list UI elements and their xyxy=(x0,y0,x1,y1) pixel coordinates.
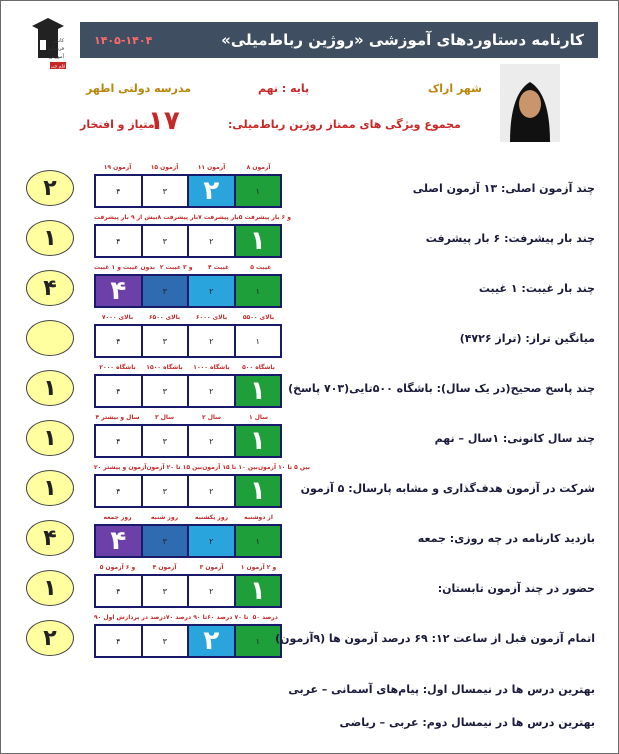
level-label: بالای ۶۵۰۰ xyxy=(148,314,181,321)
level-labels xyxy=(94,514,282,524)
level-labels xyxy=(94,364,282,374)
achievement-question: حضور در چند آزمون تابستان: xyxy=(437,582,595,595)
level-cells xyxy=(94,624,282,658)
level-cell: ۱ xyxy=(235,625,282,657)
level-cell: ۲ xyxy=(188,625,235,657)
level-labels xyxy=(94,614,282,624)
level-label: ۵۰ درصد xyxy=(252,614,278,621)
level-cell: ۴ xyxy=(95,575,142,607)
level-label: ۸ آزمون xyxy=(246,164,271,171)
level-label: ۸ بار پیشرفت xyxy=(157,214,199,221)
achievement-question: شرکت در آزمون هدف‌گذاری و مشابه پارسال: ۵ آزمون xyxy=(300,482,595,495)
level-labels xyxy=(94,414,282,424)
level-cell: ۱ xyxy=(235,375,282,407)
score-circle: ۴ xyxy=(26,520,74,556)
level-cell: ۲ xyxy=(188,225,235,257)
score-circle: ۴ xyxy=(26,270,74,306)
score-circle: ۱ xyxy=(26,370,74,406)
score-circle: ۱ xyxy=(26,420,74,456)
level-cell: ۴ xyxy=(95,475,142,507)
score-circle xyxy=(26,320,74,356)
score-circle: ۱ xyxy=(26,570,74,606)
level-label: روز یکشنبه xyxy=(194,514,229,521)
level-cell: ۲ xyxy=(188,575,235,607)
achievement-row xyxy=(0,514,619,564)
level-label: ۹۰ درصد در پردازش اول xyxy=(94,614,166,621)
level-cell: ۳ xyxy=(142,275,189,307)
level-cell: ۱ xyxy=(235,475,282,507)
level-label: ۱۹ آزمون xyxy=(103,164,132,171)
level-label: ۱ سال xyxy=(248,414,269,421)
level-label: باشگاه ۵۰۰ xyxy=(242,364,275,371)
kanoon-logo xyxy=(24,12,76,82)
level-cell: ۲ xyxy=(188,375,235,407)
level-label: ۳ سال xyxy=(154,414,175,421)
level-cell: ۴ xyxy=(95,525,142,557)
total-score: ۱۷ xyxy=(148,106,180,136)
level-labels xyxy=(94,214,292,224)
total-features-label: مجموع ویژگی های ممتاز روژین رباط‌میلی: xyxy=(228,118,461,131)
achievement-row xyxy=(0,214,619,264)
level-label: بالای ۶۰۰۰ xyxy=(195,314,228,321)
level-label: ۴ غیبت xyxy=(207,264,230,271)
achievement-row xyxy=(0,314,619,364)
svg-text:آموزش: آموزش xyxy=(48,54,64,60)
level-label: روز شنبه xyxy=(150,514,179,521)
level-labels xyxy=(94,264,282,274)
level-label: بین ۵ تا ۱۰ آزمون xyxy=(257,464,311,471)
student-photo xyxy=(500,64,560,142)
title-bar xyxy=(80,22,598,58)
level-cell: ۱ xyxy=(235,225,282,257)
level-cell: ۱ xyxy=(235,525,282,557)
level-cells xyxy=(94,474,282,508)
achievement-question: چند بار پیشرفت: ۶ بار پیشرفت xyxy=(425,232,595,245)
level-cells xyxy=(94,524,282,558)
level-label: باشگاه ۱۰۰۰ xyxy=(193,364,230,371)
achievement-question: بازدید کارنامه در چه روزی: جمعه xyxy=(417,532,595,545)
level-labels xyxy=(94,314,282,324)
level-label: بیش از ۹ بار پیشرفت xyxy=(94,214,158,221)
achievement-question: چند پاسخ صحیح(در یک سال): باشگاه ۵۰۰تایی(۷۰۳ پاسخ) xyxy=(288,382,595,395)
level-cell: ۳ xyxy=(142,525,189,557)
level-cell: ۳ xyxy=(142,575,189,607)
level-label: ۱۱ آزمون xyxy=(197,164,226,171)
level-cell: ۲ xyxy=(188,325,235,357)
level-label: ۱ و ۲ آزمون xyxy=(240,564,277,571)
level-cell: ۳ xyxy=(142,175,189,207)
level-label: بالای ۷۰۰۰ xyxy=(101,314,134,321)
score-circle: ۲ xyxy=(26,170,74,206)
achievement-question: چند آزمون اصلی: ۱۳ آزمون اصلی xyxy=(412,182,595,195)
level-label: ۵ و ۶ بار پیشرفت xyxy=(238,214,292,221)
level-label: از دوشنبه xyxy=(244,514,273,521)
report-title: کارنامه دستاوردهای آموزشی «روژین رباط‌میلی» xyxy=(221,31,584,49)
level-label: ۳ آزمون xyxy=(199,564,224,571)
level-cell: ۲ xyxy=(188,475,235,507)
level-cell: ۱ xyxy=(235,425,282,457)
achievement-question: میانگین تراز: (تراز ۴۷۲۶) xyxy=(459,332,595,345)
level-label: ۷ بار پیشرفت xyxy=(198,214,239,221)
achievement-question: چند بار غیبت: ۱ غیبت xyxy=(478,282,595,295)
level-cells xyxy=(94,424,282,458)
level-cell: ۴ xyxy=(95,625,142,657)
level-label: بین ۱۵ تا ۲۰ آزمون xyxy=(146,464,203,471)
level-label: ۶۰ تا ۷۰ درصد xyxy=(207,614,249,621)
level-cell: ۳ xyxy=(142,225,189,257)
score-circle: ۱ xyxy=(26,220,74,256)
level-cell: ۴ xyxy=(95,425,142,457)
level-cell: ۴ xyxy=(95,375,142,407)
best-subjects-first-term: بهترین درس ها در نیمسال اول: پیام‌های آسمانی – عربی xyxy=(288,683,595,696)
achievement-question: اتمام آزمون قبل از ساعت ۱۲: ۶۹ درصد آزمون ها (۹آزمون) xyxy=(275,632,595,645)
student-city: شهر اراک xyxy=(428,82,482,95)
level-cell: ۲ xyxy=(188,175,235,207)
score-circle: ۱ xyxy=(26,470,74,506)
achievement-row xyxy=(0,464,619,514)
level-label: ۱۵ آزمون xyxy=(150,164,179,171)
level-cell: ۳ xyxy=(142,375,189,407)
level-cell: ۲ xyxy=(188,525,235,557)
achievement-row xyxy=(0,564,619,614)
level-cells xyxy=(94,274,282,308)
level-cell: ۴ xyxy=(95,325,142,357)
level-label: بدون غیبت و ۱ غیبت xyxy=(94,264,156,271)
level-cell: ۳ xyxy=(142,425,189,457)
level-label: ۲ و ۳ غیبت xyxy=(159,264,193,271)
level-label: روز جمعه xyxy=(103,514,132,521)
level-cells xyxy=(94,174,282,208)
level-label: ۲۰ آزمون و بیشتر xyxy=(94,464,147,471)
svg-text:قلم چی: قلم چی xyxy=(50,64,66,70)
achievement-row xyxy=(0,614,619,664)
level-cell: ۲ xyxy=(188,275,235,307)
level-cell: ۴ xyxy=(95,225,142,257)
level-cell: ۴ xyxy=(95,175,142,207)
level-cell: ۳ xyxy=(142,325,189,357)
level-cells xyxy=(94,324,282,358)
level-label: ۵ غیبت xyxy=(250,264,272,271)
achievement-row xyxy=(0,264,619,314)
score-circle: ۲ xyxy=(26,620,74,656)
achievement-row xyxy=(0,414,619,464)
achievement-row xyxy=(0,164,619,214)
level-cells xyxy=(94,224,282,258)
level-label: ۴ سال و بیشتر xyxy=(95,414,140,421)
level-label: ۴ آزمون xyxy=(152,564,177,571)
level-label: باشگاه ۱۵۰۰ xyxy=(146,364,183,371)
level-cell: ۲ xyxy=(188,425,235,457)
best-subjects-second-term: بهترین درس ها در نیمسال دوم: عربی – ریاضی xyxy=(339,716,595,729)
achievement-question: چند سال کانونی: ۱سال – نهم xyxy=(434,432,595,445)
level-cell: ۳ xyxy=(142,625,189,657)
svg-text:فرهنگی: فرهنگی xyxy=(47,46,64,52)
level-cells xyxy=(94,374,282,408)
level-cell: ۴ xyxy=(95,275,142,307)
level-labels xyxy=(94,164,282,174)
student-grade: پایه : نهم xyxy=(258,82,310,95)
level-label: باشگاه ۲۰۰۰ xyxy=(99,364,136,371)
level-label: ۵ و ۶ آزمون xyxy=(99,564,136,571)
level-cell: ۳ xyxy=(142,475,189,507)
level-label: ۲ سال xyxy=(201,414,222,421)
svg-text:کانون: کانون xyxy=(52,38,64,44)
level-labels xyxy=(94,464,311,474)
level-label: بالای ۵۵۰۰ xyxy=(242,314,275,321)
level-cells xyxy=(94,574,282,608)
report-year: ۱۴۰۵-۱۴۰۴ xyxy=(94,33,153,47)
level-label: ۷۰ تا ۹۰ درصد xyxy=(165,614,208,621)
achievement-row xyxy=(0,364,619,414)
level-label: بین ۱۰ تا ۱۵ آزمون xyxy=(202,464,258,471)
student-school: مدرسه دولتی اطهر xyxy=(86,82,192,95)
level-cell: ۱ xyxy=(235,325,282,357)
honor-label: امتیاز و افتخار xyxy=(80,118,159,131)
level-cell: ۱ xyxy=(235,275,282,307)
level-cell: ۱ xyxy=(235,175,282,207)
level-labels xyxy=(94,564,282,574)
level-cell: ۱ xyxy=(235,575,282,607)
